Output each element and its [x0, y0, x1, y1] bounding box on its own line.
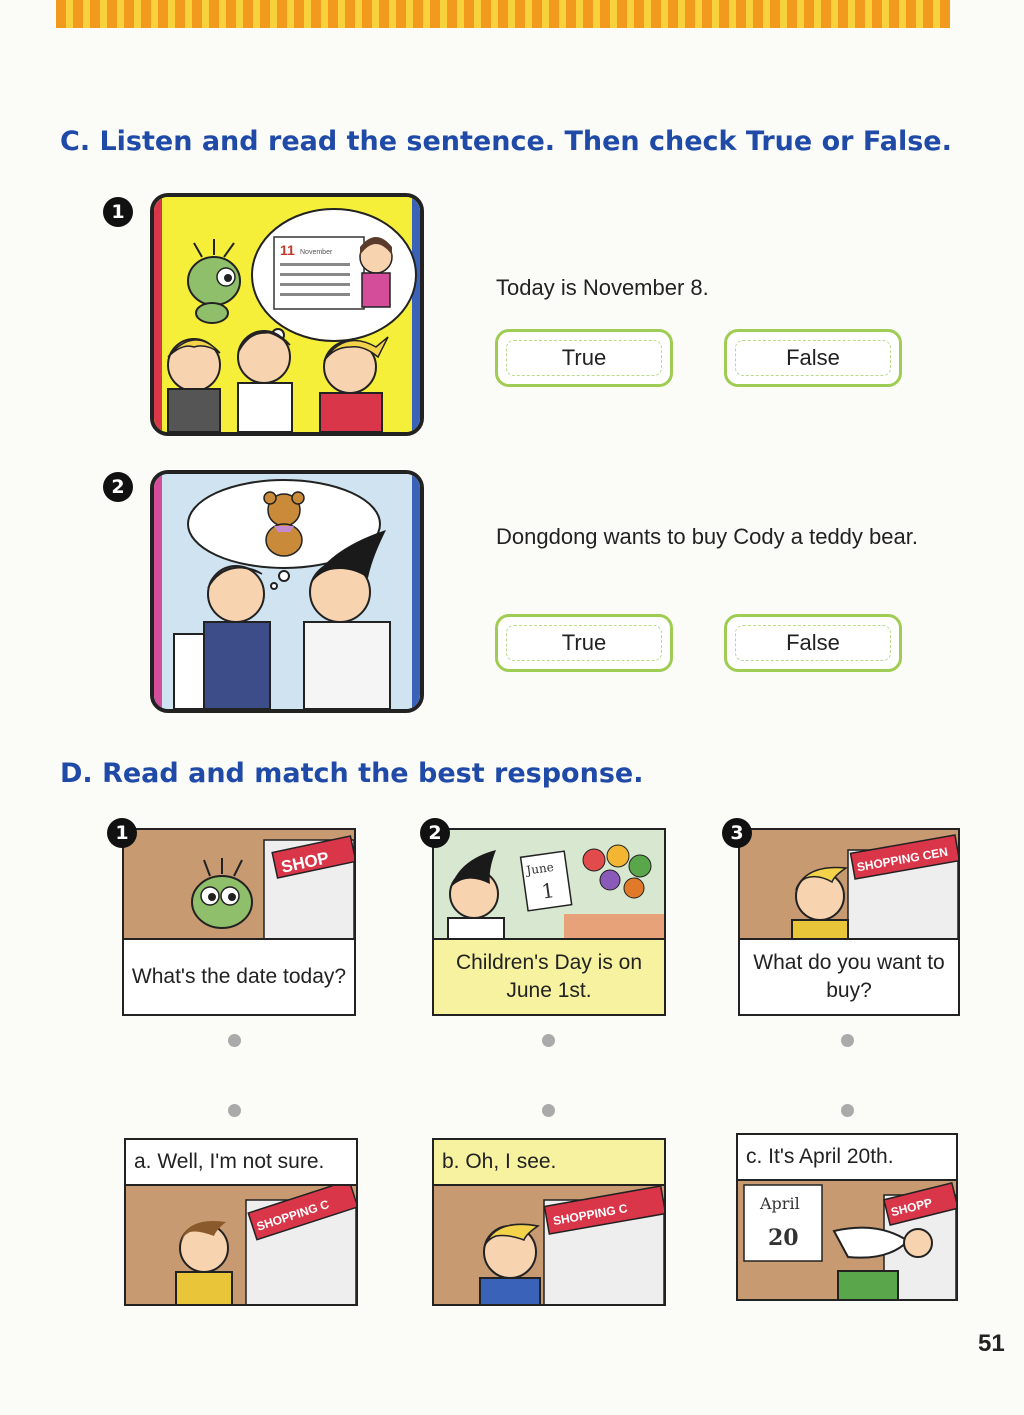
item-1-number-badge: 1	[103, 197, 133, 227]
prompt-1-card	[122, 828, 356, 1016]
prompt-2-top-dot[interactable]	[542, 1034, 555, 1047]
response-c-sign-month: April	[760, 1194, 800, 1213]
prompt-3-top-dot[interactable]	[841, 1034, 854, 1047]
page-number: 51	[978, 1330, 1005, 1357]
top-decorative-stripe	[56, 0, 950, 28]
prompt-3-card	[738, 828, 960, 1016]
response-b-sign: SHOPPING C	[551, 1201, 629, 1229]
item-2-sentence: Dongdong wants to buy Cody a teddy bear.	[496, 524, 918, 549]
item-1-illustration	[150, 193, 424, 436]
response-b-dot[interactable]	[542, 1104, 555, 1117]
prompt-2-sign-day: 1	[539, 878, 556, 904]
response-c-sign: SHOPP	[889, 1195, 934, 1220]
item-2-number-badge: 2	[103, 472, 133, 502]
response-a-card	[124, 1138, 358, 1306]
calendar-number: 11	[280, 242, 295, 258]
response-a-sign: SHOPPING C	[254, 1197, 331, 1234]
prompt-3-text: What do you want to buy?	[740, 938, 958, 1014]
response-a-text: a. Well, I'm not sure.	[126, 1140, 356, 1186]
response-a-dot[interactable]	[228, 1104, 241, 1117]
response-b-text: b. Oh, I see.	[434, 1140, 664, 1186]
prompt-1-top-dot[interactable]	[228, 1034, 241, 1047]
item-1-true-button[interactable]: True	[495, 329, 673, 387]
response-c-card	[736, 1133, 958, 1301]
response-c-sign-day: 20	[768, 1225, 799, 1251]
prompt-2-number-badge: 2	[420, 818, 450, 848]
prompt-2-sign-month: June	[525, 859, 555, 878]
item-2-true-button[interactable]: True	[495, 614, 673, 672]
prompt-2-text: Children's Day is on June 1st.	[434, 938, 664, 1014]
prompt-1-number-badge: 1	[107, 818, 137, 848]
item-1-sentence: Today is November 8.	[496, 275, 709, 300]
prompt-1-sign: SHOP	[279, 848, 331, 877]
response-b-card	[432, 1138, 666, 1306]
prompt-3-number-badge: 3	[722, 818, 752, 848]
prompt-3-sign: SHOPPING CEN	[855, 844, 949, 875]
item-2-illustration	[150, 470, 424, 713]
calendar-month: November	[300, 249, 333, 256]
item-2-false-button[interactable]: False	[724, 614, 902, 672]
item-1-false-button[interactable]: False	[724, 329, 902, 387]
section-c-title: C. Listen and read the sentence. Then check True or False.	[60, 126, 952, 157]
prompt-1-text: What's the date today?	[124, 938, 354, 1014]
section-d-title: D. Read and match the best response.	[60, 758, 644, 789]
prompt-2-card	[432, 828, 666, 1016]
response-c-text: c. It's April 20th.	[738, 1135, 956, 1181]
response-c-dot[interactable]	[841, 1104, 854, 1117]
